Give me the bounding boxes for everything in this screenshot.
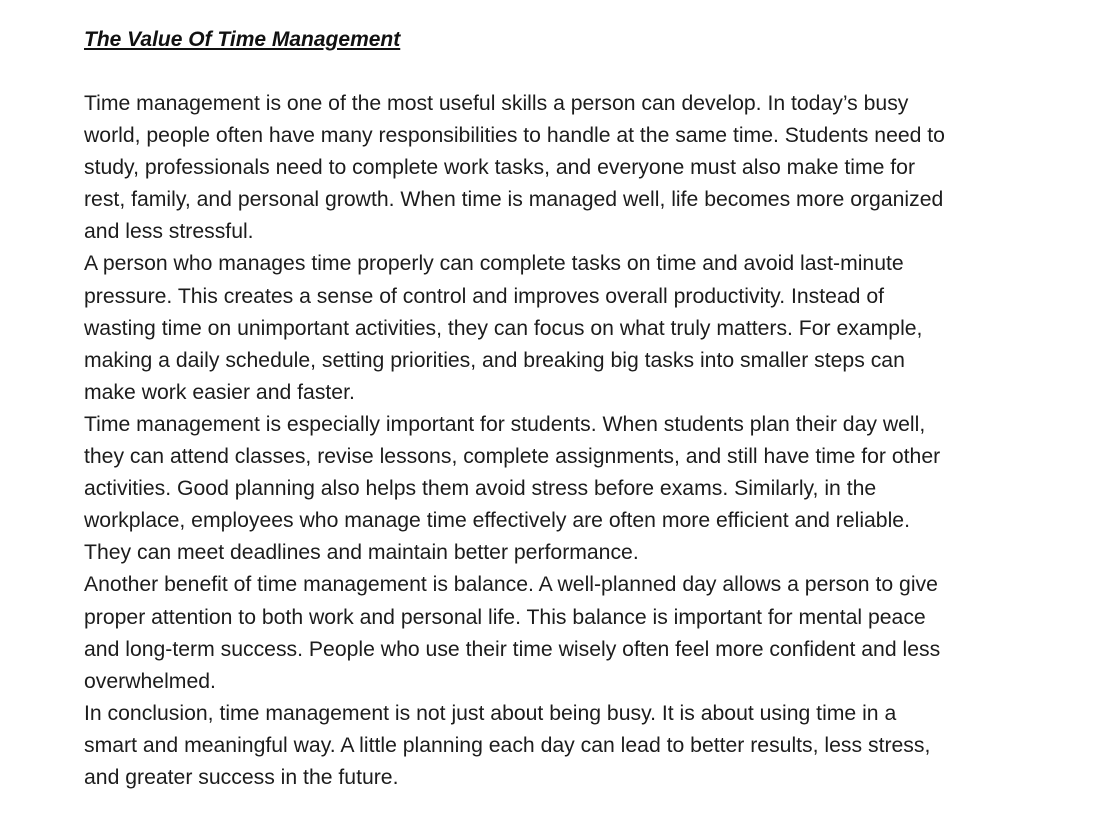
document-body <box>84 88 1084 794</box>
text-line: and long-term success. People who use their time wisely often feel more confident and less <box>84 637 941 661</box>
text-line: and greater success in the future. <box>84 765 399 789</box>
text-line: pressure. This creates a sense of control and improves overall productivity. Instead of <box>84 284 885 308</box>
text-line: They can meet deadlines and maintain better performance. <box>84 541 639 565</box>
text-line: making a daily schedule, setting priorities, and breaking big tasks into smaller steps can <box>84 348 905 372</box>
text-line: they can attend classes, revise lessons, complete assignments, and still have time for other <box>84 445 941 469</box>
text-line: proper attention to both work and personal life. This balance is important for mental peace <box>84 605 926 629</box>
text-line: world, people often have many responsibilities to handle at the same time. Students need to <box>84 124 945 148</box>
text-line: study, professionals need to complete work tasks, and everyone must also make time for <box>84 156 916 180</box>
text-line: wasting time on unimportant activities, they can focus on what truly matters. For example, <box>84 316 923 340</box>
document-title: The Value Of Time Management <box>84 28 401 51</box>
text-line: workplace, employees who manage time effectively are often more efficient and reliable. <box>84 509 910 533</box>
text-line: A person who manages time properly can complete tasks on time and avoid last-minute <box>84 252 904 276</box>
text-line: In conclusion, time management is not just about being busy. It is about using time in a <box>84 701 897 725</box>
text-line: Another benefit of time management is balance. A well-planned day allows a person to give <box>84 573 938 597</box>
text-line: activities. Good planning also helps them avoid stress before exams. Similarly, in the <box>84 477 877 501</box>
text-line: smart and meaningful way. A little planning each day can lead to better results, less stress, <box>84 733 931 757</box>
text-line: overwhelmed. <box>84 669 216 693</box>
text-line: Time management is one of the most useful skills a person can develop. In today’s busy <box>84 92 909 115</box>
text-line: Time management is especially important for students. When students plan their day well, <box>84 412 926 436</box>
text-line: and less stressful. <box>84 220 254 244</box>
text-line: rest, family, and personal growth. When time is managed well, life becomes more organized <box>84 188 944 212</box>
text-line: make work easier and faster. <box>84 380 355 404</box>
